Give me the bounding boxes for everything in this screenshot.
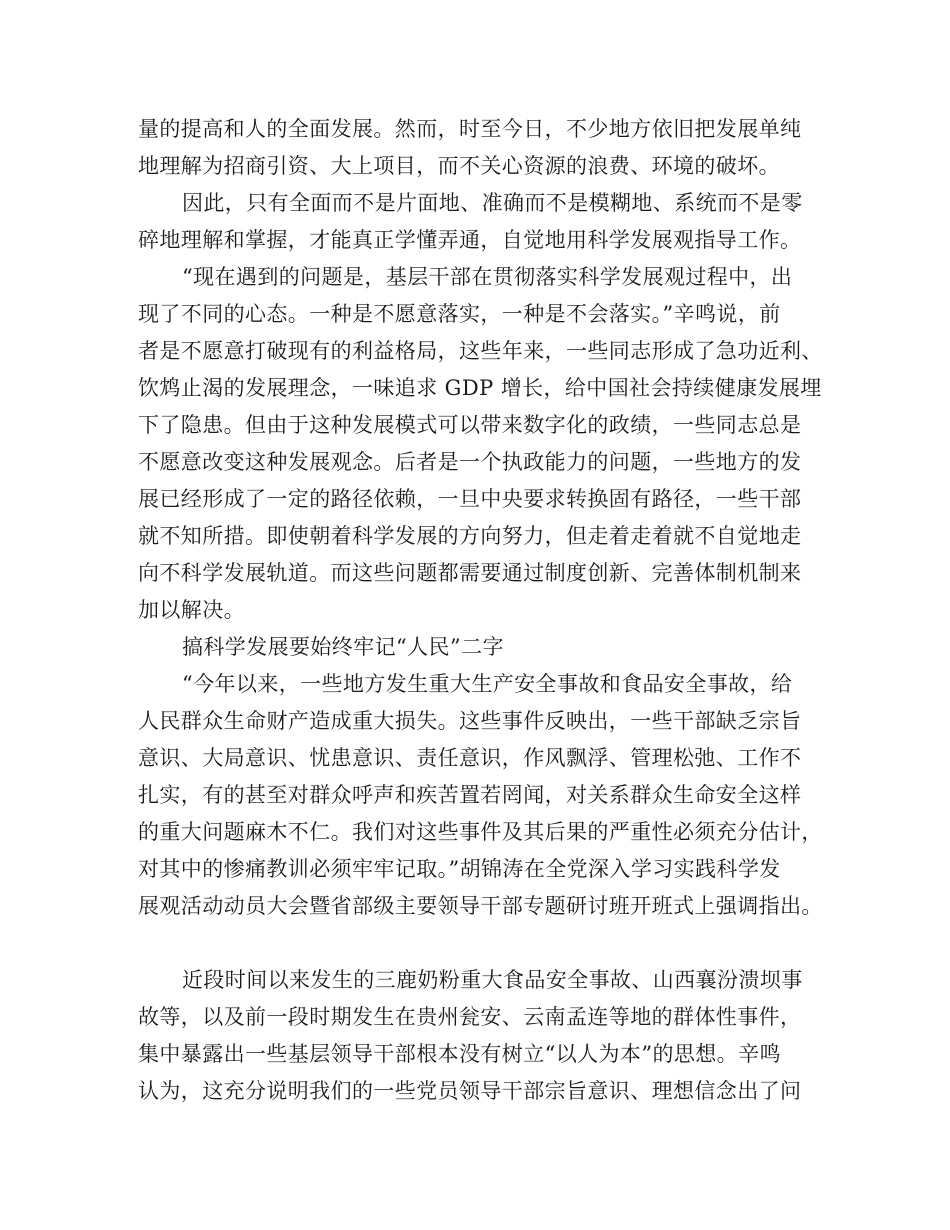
text-line: 地理解为招商引资、大上项目，而不关心资源的浪费、环境的破坏。 — [138, 154, 780, 178]
text-line: 的重大问题麻木不仁。我们对这些事件及其后果的严重性必须充分估计， — [138, 820, 823, 844]
paragraph-start-line: “今年以来，一些地方发生重大生产安全事故和食品安全事故，给 — [182, 672, 793, 696]
text-line: 量的提高和人的全面发展。然而，时至今日，不少地方依旧把发展单纯 — [138, 117, 802, 141]
text-line: 者是不愿意打破现有的利益格局，这些年来，一些同志形成了急功近利、 — [138, 339, 823, 363]
text-line: 意识、大局意识、忧患意识、责任意识，作风飘浮、管理松弛、工作不 — [138, 746, 802, 770]
paragraph-start-line: 因此，只有全面而不是片面地、准确而不是模糊地、系统而不是零 — [182, 191, 803, 215]
text-line: 人民群众生命财产造成重大损失。这些事件反映出，一些干部缺乏宗旨 — [138, 709, 802, 733]
text-line: 饮鸩止渴的发展理念，一味追求 GDP 增长，给中国社会持续健康发展埋 — [138, 376, 822, 400]
text-line: 故等，以及前一段时期发生在贵州瓮安、云南孟连等地的群体性事件， — [138, 1005, 802, 1029]
text-line: 对其中的惨痛教训必须牢牢记取。”胡锦涛在全党深入学习实践科学发 — [138, 857, 781, 881]
paragraph-spacer — [138, 925, 838, 962]
text-line: 下了隐患。但由于这种发展模式可以带来数字化的政绩，一些同志总是 — [138, 413, 802, 437]
text-line: 展观活动动员大会暨省部级主要领导干部专题研讨班开班式上强调指出。 — [138, 894, 823, 918]
paragraph-start-line: “现在遇到的问题是，基层干部在贯彻落实科学发展观过程中，出 — [182, 265, 793, 289]
paragraph-start-line: 近段时间以来发生的三鹿奶粉重大食品安全事故、山西襄汾溃坝事 — [182, 968, 803, 992]
text-line: 扎实，有的甚至对群众呼声和疾苦置若罔闻，对关系群众生命安全这样 — [138, 783, 802, 807]
section-heading: 搞科学发展要始终牢记“人民”二字 — [182, 635, 504, 659]
text-line: 向不科学发展轨道。而这些问题都需要通过制度创新、完善体制机制来 — [138, 561, 802, 585]
text-line: 加以解决。 — [138, 598, 245, 622]
text-line: 就不知所措。即使朝着科学发展的方向努力，但走着走着就不自觉地走 — [138, 524, 802, 548]
text-line: 现了不同的心态。一种是不愿意落实，一种是不会落实。”辛鸣说，前 — [138, 302, 781, 326]
text-line: 认为，这充分说明我们的一些党员领导干部宗旨意识、理想信念出了问 — [138, 1079, 802, 1103]
text-line: 展已经形成了一定的路径依赖，一旦中央要求转换固有路径，一些干部 — [138, 487, 802, 511]
text-line: 不愿意改变这种发展观念。后者是一个执政能力的问题，一些地方的发 — [138, 450, 802, 474]
text-line: 碎地理解和掌握，才能真正学懂弄通，自觉地用科学发展观指导工作。 — [138, 228, 802, 252]
text-line: 集中暴露出一些基层领导干部根本没有树立“以人为本”的思想。辛鸣 — [138, 1042, 781, 1066]
document-body — [138, 111, 838, 1110]
